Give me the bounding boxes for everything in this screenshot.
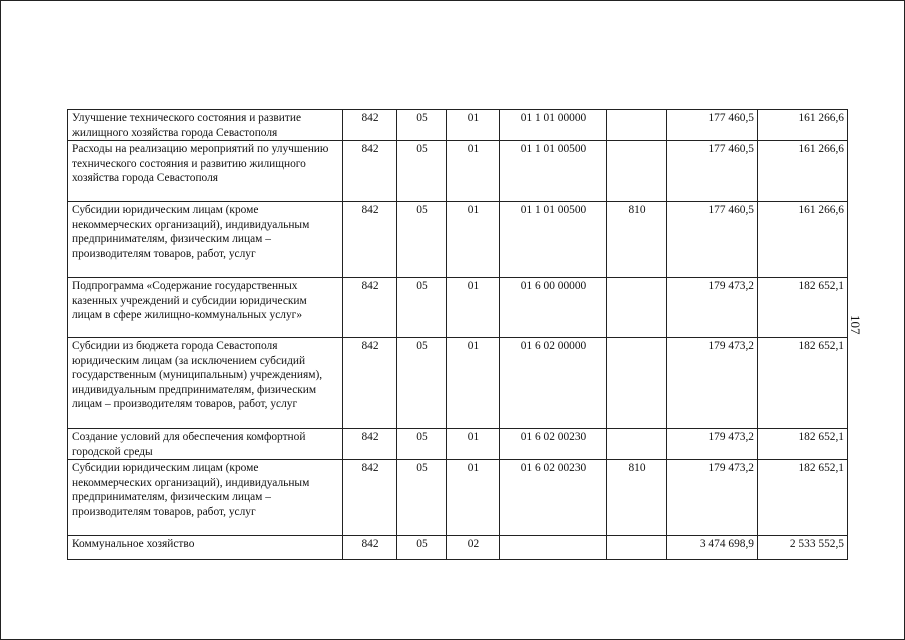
expense-type-cell: [607, 429, 667, 460]
section-code-cell: 05: [397, 536, 447, 560]
expense-type-cell: [607, 141, 667, 202]
grbs-code-cell: 842: [343, 429, 397, 460]
expense-type-cell: [607, 278, 667, 338]
target-article-cell: 01 1 01 00500: [500, 141, 607, 202]
table-row: [68, 460, 848, 536]
row-name-cell: Подпрограмма «Содержание государственных казенных учреждений и субсидии юридическим лицам в сфере жилищно-коммунальных услуг»: [68, 278, 343, 338]
amount-year1-cell: 179 473,2: [667, 338, 758, 429]
grbs-code-cell: 842: [343, 536, 397, 560]
target-article-cell: 01 6 02 00230: [500, 429, 607, 460]
subsection-code-cell: 01: [447, 460, 500, 536]
row-name-cell: Субсидии юридическим лицам (кроме некоммерческих организаций), индивидуальным предпринимателям, физическим лицам – производителям товаров, работ, услуг: [68, 460, 343, 536]
section-code-cell: 05: [397, 141, 447, 202]
table-row: [68, 202, 848, 278]
amount-year2-cell: 182 652,1: [758, 338, 848, 429]
amount-year2-cell: 161 266,6: [758, 141, 848, 202]
grbs-code-cell: 842: [343, 338, 397, 429]
table-row: [68, 338, 848, 429]
table-row: [68, 141, 848, 202]
section-code-cell: 05: [397, 338, 447, 429]
grbs-code-cell: 842: [343, 141, 397, 202]
expense-type-cell: [607, 338, 667, 429]
budget-table: [67, 109, 848, 560]
subsection-code-cell: 01: [447, 110, 500, 141]
expense-type-cell: 810: [607, 202, 667, 278]
section-code-cell: 05: [397, 202, 447, 278]
grbs-code-cell: 842: [343, 278, 397, 338]
grbs-code-cell: 842: [343, 460, 397, 536]
expense-type-cell: [607, 536, 667, 560]
target-article-cell: 01 1 01 00000: [500, 110, 607, 141]
amount-year1-cell: 3 474 698,9: [667, 536, 758, 560]
subsection-code-cell: 01: [447, 429, 500, 460]
grbs-code-cell: 842: [343, 202, 397, 278]
section-code-cell: 05: [397, 460, 447, 536]
target-article-cell: 01 6 02 00000: [500, 338, 607, 429]
subsection-code-cell: 02: [447, 536, 500, 560]
amount-year1-cell: 179 473,2: [667, 278, 758, 338]
table-row: [68, 429, 848, 460]
expense-type-cell: 810: [607, 460, 667, 536]
subsection-code-cell: 01: [447, 141, 500, 202]
subsection-code-cell: 01: [447, 278, 500, 338]
target-article-cell: 01 6 02 00230: [500, 460, 607, 536]
row-name-cell: Расходы на реализацию мероприятий по улучшению технического состояния и развитию жилищного хозяйства города Севастополя: [68, 141, 343, 202]
amount-year2-cell: 161 266,6: [758, 202, 848, 278]
amount-year2-cell: 182 652,1: [758, 429, 848, 460]
page-number: 107: [848, 315, 863, 335]
amount-year1-cell: 179 473,2: [667, 460, 758, 536]
amount-year2-cell: 182 652,1: [758, 278, 848, 338]
subsection-code-cell: 01: [447, 338, 500, 429]
target-article-cell: 01 6 00 00000: [500, 278, 607, 338]
row-name-cell: Коммунальное хозяйство: [68, 536, 343, 560]
table-row: [68, 536, 848, 560]
row-name-cell: Улучшение технического состояния и развитие жилищного хозяйства города Севастополя: [68, 110, 343, 141]
section-code-cell: 05: [397, 429, 447, 460]
expense-type-cell: [607, 110, 667, 141]
section-code-cell: 05: [397, 110, 447, 141]
grbs-code-cell: 842: [343, 110, 397, 141]
amount-year2-cell: 161 266,6: [758, 110, 848, 141]
target-article-cell: [500, 536, 607, 560]
amount-year1-cell: 177 460,5: [667, 141, 758, 202]
amount-year2-cell: 2 533 552,5: [758, 536, 848, 560]
row-name-cell: Создание условий для обеспечения комфортной городской среды: [68, 429, 343, 460]
table-row: [68, 110, 848, 141]
table-row: [68, 278, 848, 338]
row-name-cell: Субсидии юридическим лицам (кроме некоммерческих организаций), индивидуальным предпринимателям, физическим лицам – производителям товаров, работ, услуг: [68, 202, 343, 278]
amount-year2-cell: 182 652,1: [758, 460, 848, 536]
amount-year1-cell: 179 473,2: [667, 429, 758, 460]
amount-year1-cell: 177 460,5: [667, 202, 758, 278]
amount-year1-cell: 177 460,5: [667, 110, 758, 141]
section-code-cell: 05: [397, 278, 447, 338]
subsection-code-cell: 01: [447, 202, 500, 278]
row-name-cell: Субсидии из бюджета города Севастополя юридическим лицам (за исключением субсидий государственным (муниципальным) учреждениям), индивидуальным предпринимателям, физическим лицам – производителям товаров, работ, услуг: [68, 338, 343, 429]
target-article-cell: 01 1 01 00500: [500, 202, 607, 278]
